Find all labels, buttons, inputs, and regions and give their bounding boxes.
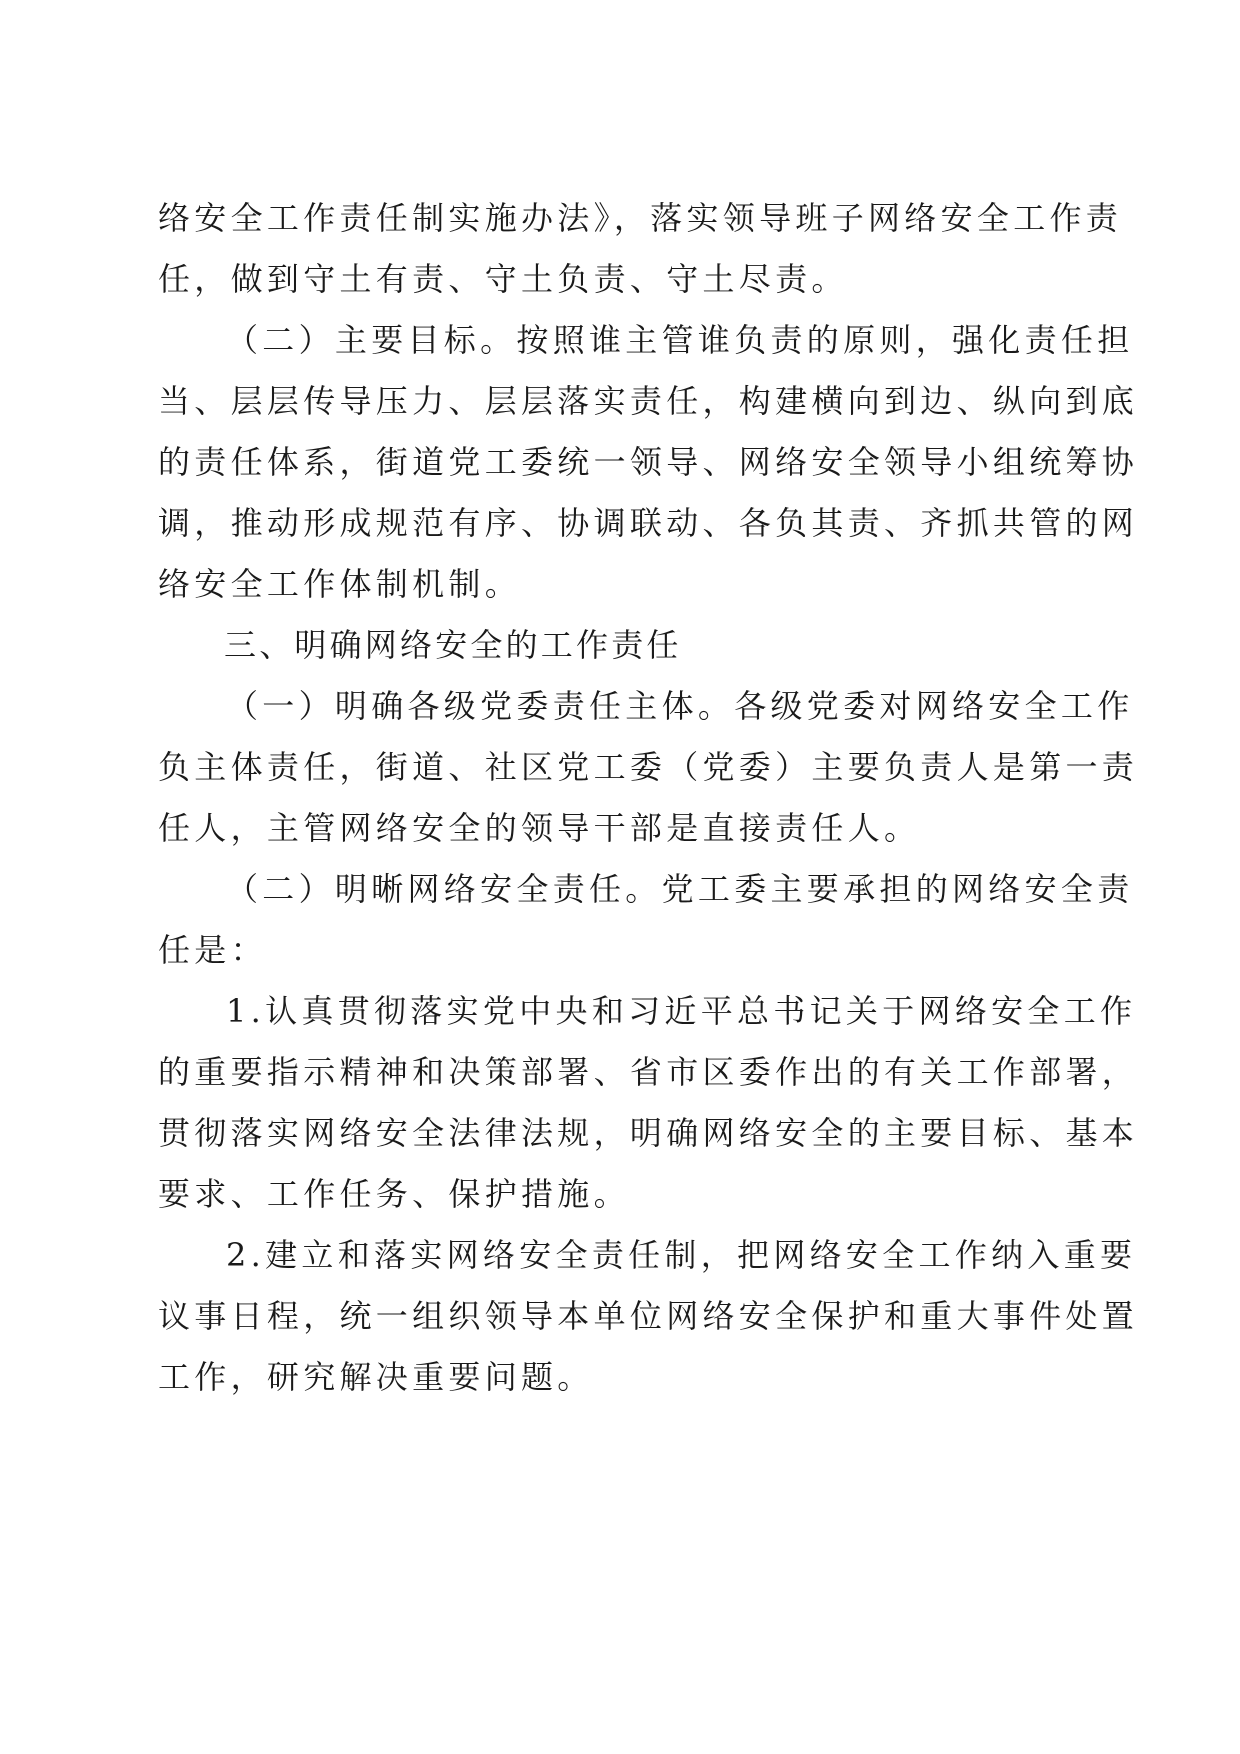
text-line: 任，做到守土有责、守土负责、守土尽责。	[158, 260, 848, 298]
text-line: 当、层层传导压力、层层落实责任，构建横向到边、纵向到底	[158, 382, 1139, 420]
text-line: 的重要指示精神和决策部署、省市区委作出的有关工作部署，	[158, 1053, 1139, 1091]
text-line: 负主体责任，街道、社区党工委（党委）主要负责人是第一责	[158, 748, 1139, 786]
paragraph-start: （二）主要目标。按照谁主管谁负责的原则，强化责任担	[226, 321, 1134, 359]
text-line: 贯彻落实网络安全法律法规，明确网络安全的主要目标、基本	[158, 1114, 1139, 1152]
section-heading: 三、明确网络安全的工作责任	[224, 626, 682, 664]
paragraph-start: （二）明晰网络安全责任。党工委主要承担的网络安全责	[226, 870, 1134, 908]
list-item-1: 1.认真贯彻落实党中央和习近平总书记关于网络安全工作	[226, 992, 1137, 1030]
text-line: 调，推动形成规范有序、协调联动、各负其责、齐抓共管的网	[158, 504, 1139, 542]
text-line: 络安全工作责任制实施办法》，落实领导班子网络安全工作责	[158, 199, 1123, 237]
text-line: 要求、工作任务、保护措施。	[158, 1175, 630, 1213]
paragraph-start: （一）明确各级党委责任主体。各级党委对网络安全工作	[226, 687, 1134, 725]
text-line: 任是：	[158, 931, 267, 969]
text-line: 任人，主管网络安全的领导干部是直接责任人。	[158, 809, 921, 847]
text-line: 的责任体系，街道党工委统一领导、网络安全领导小组统筹协	[158, 443, 1139, 481]
text-line: 议事日程，统一组织领导本单位网络安全保护和重大事件处置	[158, 1297, 1139, 1335]
text-line: 工作，研究解决重要问题。	[158, 1358, 594, 1396]
list-item-2: 2.建立和落实网络安全责任制，把网络安全工作纳入重要	[226, 1236, 1137, 1274]
document-body	[158, 188, 1139, 1408]
text-line: 络安全工作体制机制。	[158, 565, 522, 603]
